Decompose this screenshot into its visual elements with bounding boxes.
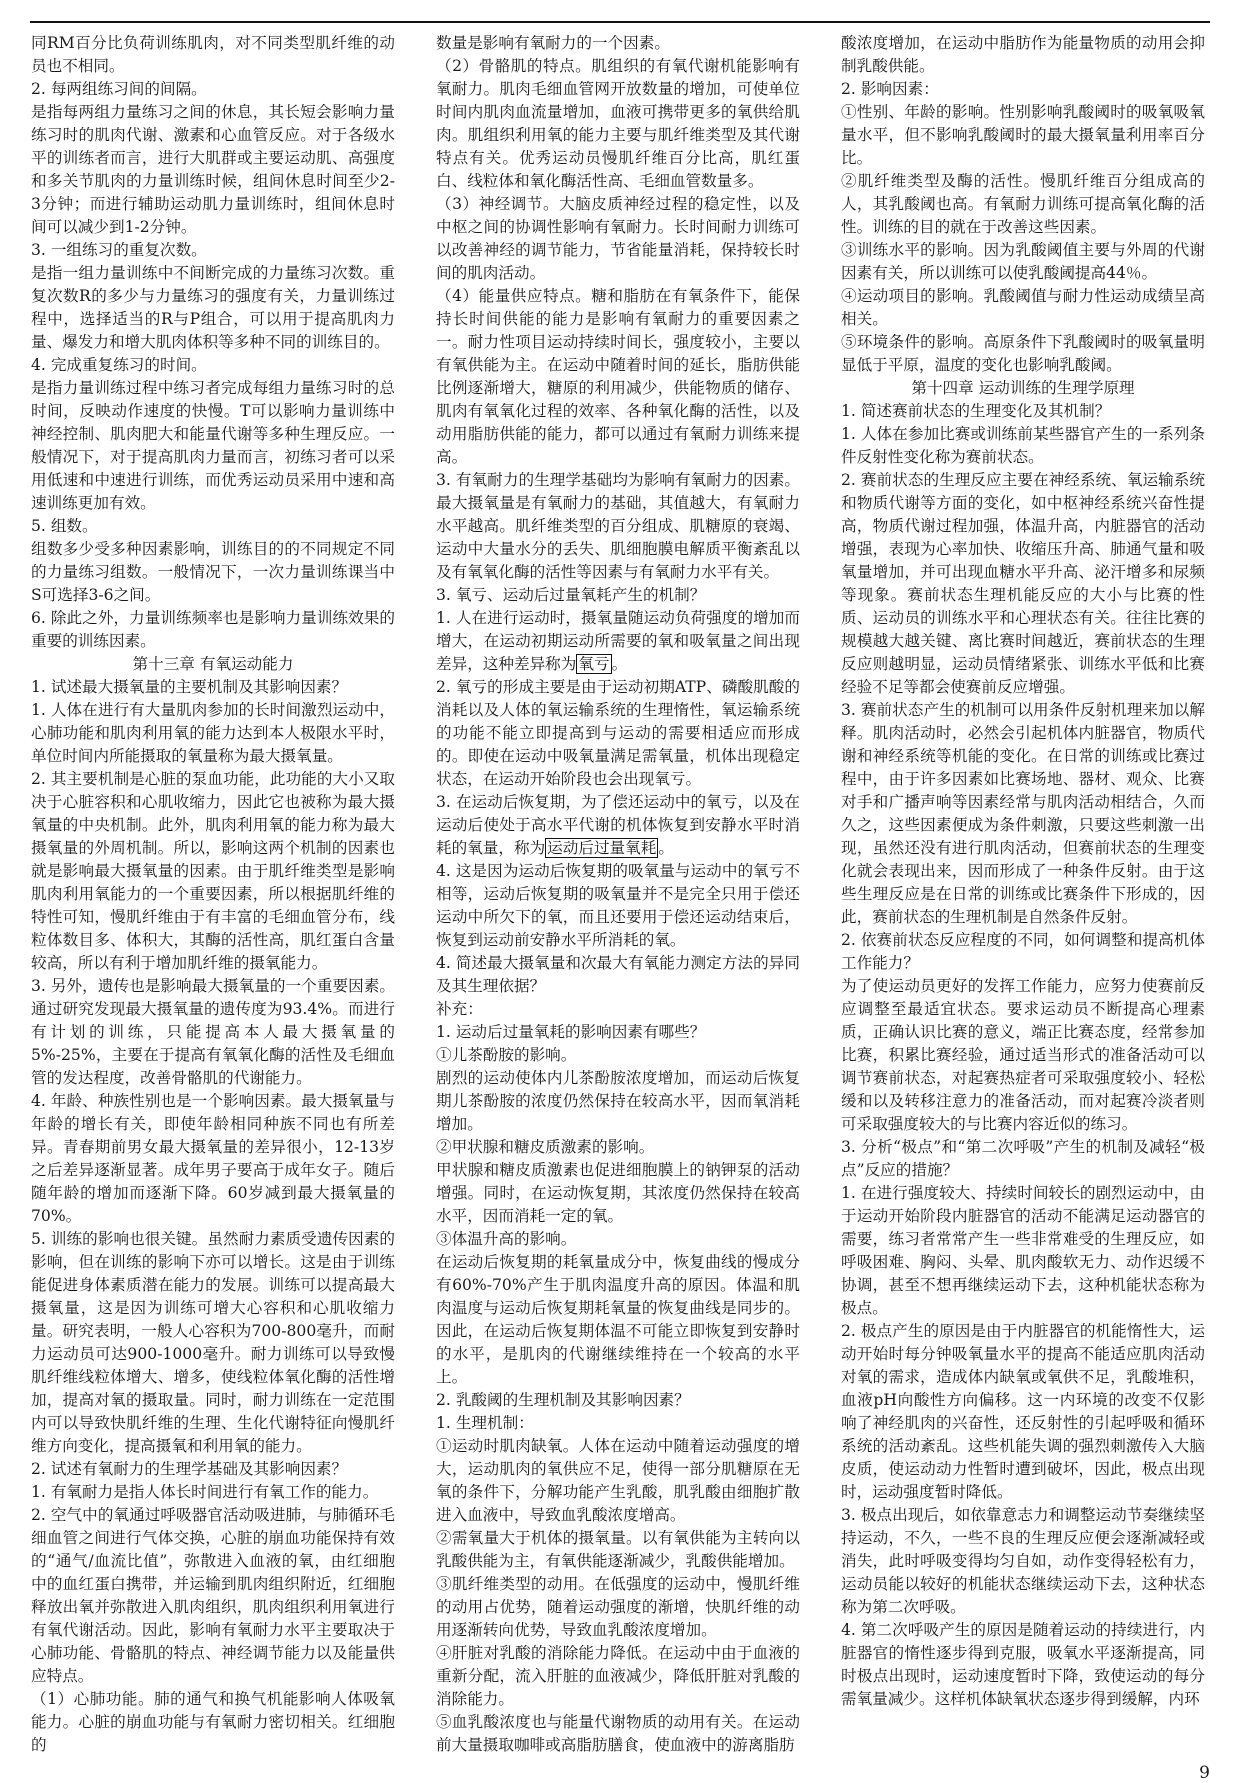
paragraph: ⑤血乳酸浓度也与能量代谢物质的动用有关。在运动前大量摄取咖啡或高脂肪膳食，使血液中的游离脂肪 xyxy=(436,1713,800,1754)
paragraph: ③肌纤维类型的动用。在低强度的运动中，慢肌纤维的动用占优势，随着运动强度的渐增，快肌纤维的动用逐渐转向优势，导致血乳酸浓度增加。 xyxy=(436,1575,800,1639)
paragraph: 是指一组力量训练中不间断完成的力量练习次数。重复次数R的多少与力量练习的强度有关，力量训练过程中，选择适当的R与P组合，可以用于提高肌肉力量、爆发力和增大肌肉体积等多种不同的训练目的。 xyxy=(31,264,395,351)
paragraph: ①运动时肌肉缺氧。人体在运动中随着运动强度的增大，运动肌肉的氧供应不足，使得一部分肌糖原在无氧的条件下，分解功能产生乳酸，肌乳酸由细胞扩散进入血液中，导致血乳酸浓度增高。 xyxy=(436,1437,800,1524)
paragraph: 4. 这是因为运动后恢复期的吸氧量与运动中的氧亏不相等，运动后恢复期的吸氧量并不是完全只用于偿还运动中所欠下的氧，而且还要用于偿还运动结束后，恢复到运动前安静水平所消耗的氧。 xyxy=(436,862,800,949)
paragraph: 4. 简述最大摄氧量和次最大有氧能力测定方法的异同及其生理依据？ xyxy=(436,954,800,995)
paragraph: （2）骨骼肌的特点。肌组织的有氧代谢机能影响有氧耐力。肌肉毛细血管网开放数量的增加，可使单位时间内肌肉血流量增加，血液可携带更多的氧供给肌肉。肌组织利用氧的能力主要与肌纤维类型及其代谢特点有关。优秀运动员慢肌纤维百分比高，肌红蛋白、线粒体和氧化酶活性高、毛细血管数量多。 xyxy=(436,57,800,190)
page-number: 9 xyxy=(1199,1763,1210,1783)
paragraph: 1. 在进行强度较大、持续时间较长的剧烈运动中，由于运动开始阶段内脏器官的活动不能满足运动器官的需要，练习者常常产生一些非常难受的生理反应，如呼吸困难、胸闷、头晕、肌肉酸软无力、动作迟缓不协调，甚至不想再继续运动下去，这种机能状态称为极点。 xyxy=(841,1184,1205,1317)
paragraph: ③训练水平的影响。因为乳酸阈值主要与外周的代谢因素有关，所以训练可以使乳酸阈提高44％。 xyxy=(841,241,1205,282)
paragraph: ①儿茶酚胺的影响。 xyxy=(436,1046,577,1064)
paragraph: 1. 生理机制： xyxy=(436,1414,534,1432)
paragraph: 3. 另外，遗传也是影响最大摄氧量的一个重要因素。通过研究发现最大摄氧量的遗传度为93.4%。而进行有计划的训练，只能提高本人最大摄氧量的5%-25%，主要在于提高有氧氧化酶的活性及毛细血管的发达程度，改善骨骼肌的代谢能力。 xyxy=(31,977,395,1087)
paragraph: 3. 分析“极点”和“第二次呼吸”产生的机制及减轻“极点”反应的措施？ xyxy=(841,1138,1205,1179)
paragraph: 1. 简述赛前状态的生理变化及其机制？ xyxy=(841,402,1111,420)
paragraph: ④肝脏对乳酸的消除能力降低。在运动中由于血液的重新分配，流入肝脏的血液减少，降低肝脏对乳酸的消除能力。 xyxy=(436,1644,800,1708)
paragraph-text: 。 xyxy=(611,655,628,673)
paragraph: 3. 极点出现后，如依靠意志力和调整运动节奏继续坚持运动，不久，一些不良的生理反应便会逐渐减轻或消失，此时呼吸变得均匀自如，动作变得轻松有力，运动员能以较好的机能状态继续运动下去，这种状态称为第二次呼吸。 xyxy=(841,1506,1205,1616)
paragraph: 1. 人体在进行有大量肌肉参加的长时间激烈运动中，心肺功能和肌肉利用氧的能力达到本人极限水平时，单位时间内所能摄取的氧量称为最大摄氧量。 xyxy=(31,701,395,765)
paragraph: 2. 极点产生的原因是由于内脏器官的机能惰性大，运动开始时每分钟吸氧量水平的提高不能适应肌肉活动对氧的需求，造成体内缺氧或氧供不足，乳酸堆积，血液pH向酸性方向偏移。这一内环境的改变不仅影响了神经肌肉的兴奋性，还反射性的引起呼吸和循环系统的活动紊乱。这些机能失调的强烈刺激传入大脑皮质，使运动动力性暂时遭到破坏，因此，极点出现时，运动强度暂时降低。 xyxy=(841,1322,1205,1501)
text-column-1 xyxy=(31,32,395,1757)
paragraph: ②甲状腺和糖皮质激素的影响。 xyxy=(436,1138,655,1156)
paragraph: 5. 组数。 xyxy=(31,517,98,535)
paragraph: 3. 有氧耐力的生理学基础均为影响有氧耐力的因素。最大摄氧量是有氧耐力的基础，其值越大，有氧耐力水平越高。肌纤维类型的百分组成、肌糖原的衰竭、运动中大量水分的丢失、肌细胞膜电解质平衡紊乱以及有氧氧化酶的活性等因素与有氧耐力水平有关。 xyxy=(436,471,800,581)
chapter-heading: 第十三章 有氧运动能力 xyxy=(132,655,294,673)
paragraph: 剧烈的运动使体内儿茶酚胺浓度增加，而运动后恢复期儿茶酚胺的浓度仍然保持在较高水平，因而氧消耗增加。 xyxy=(436,1069,800,1133)
paragraph: 5. 训练的影响也很关键。虽然耐力素质受遗传因素的影响，但在训练的影响下亦可以增长。这是由于训练能促进身体素质潜在能力的发展。训练可以提高最大摄氧量，这是因为训练可增大心容积和心肌收缩力量。研究表明，一般人心容积为700-800毫升，而耐力运动员可达900-1000毫升。耐力训练可以导致慢肌纤维线粒体增大、增多，使线粒体氧化酶的活性增加，提高对氧的摄取量。同时，耐力训练在一定范围内可以导致快肌纤维的生理、生化代谢特征向慢肌纤维方向变化，提高摄氧和利用氧的能力。 xyxy=(31,1230,395,1455)
paragraph xyxy=(436,607,800,676)
paragraph: （4）能量供应特点。糖和脂肪在有氧条件下，能保持长时间供能的能力是影响有氧耐力的重要因素之一。耐力性项目运动持续时间长，强度较小，主要以有氧供能为主。在运动中随着时间的延长，脂肪供能比例逐渐增大，糖原的利用减少，供能物质的储存、肌肉有氧氧化过程的效率、各种氧化酶的活性，以及动用脂肪供能的能力，都可以通过有氧耐力训练来提高。 xyxy=(436,287,800,466)
paragraph: 是指每两组力量练习之间的休息，其长短会影响力量练习时的肌肉代谢、激素和心血管反应。对于各级水平的训练者而言，进行大肌群或主要运动肌、高强度和多关节肌肉的力量训练时候，组间休息时间至少2-3分钟；而进行辅助运动肌力量训练时，组间休息时间可以减少到1-2分钟。 xyxy=(31,103,395,236)
paragraph: 2. 每两组练习间的间隔。 xyxy=(31,80,207,98)
paragraph: ③体温升高的影响。 xyxy=(436,1230,577,1248)
text-column-3 xyxy=(841,32,1205,1711)
paragraph: ④运动项目的影响。乳酸阈值与耐力性运动成绩呈高相关。 xyxy=(841,287,1205,328)
boxed-term: 氧亏 xyxy=(578,655,610,673)
paragraph: 6. 除此之外，力量训练频率也是影响力量训练效果的重要的训练因素。 xyxy=(31,609,395,650)
paragraph: 3. 氧亏、运动后过量氧耗产生的机制？ xyxy=(436,586,706,604)
paragraph: 2. 空气中的氧通过呼吸器官活动吸进肺，与肺循环毛细血管之间进行气体交换，心脏的崩血功能保持有效的“通气/血流比值”，弥散进入血液的氧，由红细胞中的血红蛋白携带，并运输到肌肉组织附近，红细胞释放出氧并弥散进入肌肉组织，肌肉组织利用氧进行有氧代谢活动。因此，影响有氧耐力水平主要取决于心肺功能、骨骼肌的特点、神经调节能力以及能量供应特点。 xyxy=(31,1506,395,1685)
paragraph: 甲状腺和糖皮质激素也促进细胞膜上的钠钾泵的活动增强。同时，在运动恢复期，其浓度仍然保持在较高水平，因而消耗一定的氧。 xyxy=(436,1161,800,1225)
paragraph: 补充： xyxy=(436,1000,483,1018)
paragraph: 2. 影响因素： xyxy=(841,80,939,98)
chapter-heading: 第十四章 运动训练的生理学原理 xyxy=(911,379,1135,397)
paragraph: 组数多少受多种因素影响，训练目的的不同规定不同的力量练习组数。一般情况下，一次力量训练课当中S可选择3-6之间。 xyxy=(31,540,395,604)
paragraph: 在运动后恢复期的耗氧量成分中，恢复曲线的慢成分有60%-70%产生于肌肉温度升高的原因。体温和肌肉温度与运动后恢复期耗氧量的恢复曲线是同步的。因此，在运动后恢复期体温不可能立即恢复到安静时的水平，是肌肉的代谢继续维持在一个较高的水平上。 xyxy=(436,1253,800,1386)
paragraph: 4. 完成重复练习的时间。 xyxy=(31,356,207,374)
paragraph: 酸浓度增加，在运动中脂肪作为能量物质的动用会抑制乳酸供能。 xyxy=(841,34,1205,75)
paragraph: 1. 试述最大摄氧量的主要机制及其影响因素？ xyxy=(31,678,348,696)
boxed-term: 运动后过量氧耗 xyxy=(547,839,657,857)
paragraph: 是指力量训练过程中练习者完成每组力量练习时的总时间，反映动作速度的快慢。T可以影响力量训练中神经控制、肌肉肥大和能量代谢等多种生理反应。一般情况下，对于提高肌肉力量而言，初练习者可以采用低速和中速进行训练，而优秀运动员采用中速和高速训练更加有效。 xyxy=(31,379,395,512)
paragraph: 数量是影响有氧耐力的一个因素。 xyxy=(436,34,670,52)
paragraph: 1. 有氧耐力是指人体长时间进行有氧工作的能力。 xyxy=(31,1483,379,1501)
paragraph: 2. 其主要机制是心脏的泵血功能，此功能的大小又取决于心脏容积和心肌收缩力，因此它也被称为最大摄氧量的中央机制。此外，肌肉利用氧的能力称为最大摄氧量的外周机制。所以，影响这两个机制的因素也就是影响最大摄氧量的因素。由于肌纤维类型是影响肌肉利用氧能力的一个重要因素，所以根据肌纤维的特性可知，慢肌纤维由于有丰富的毛细血管分布，线粒体数目多、体积大，其酶的活性高，肌红蛋白含量较高，所以有利于增加肌纤维的摄氧能力。 xyxy=(31,770,395,972)
paragraph: ②需氧量大于机体的摄氧量。以有氧供能为主转向以乳酸供能为主，有氧供能逐渐减少，乳酸供能增加。 xyxy=(436,1529,800,1570)
paragraph: 同RM百分比负荷训练肌肉，对不同类型肌纤维的动员也不相同。 xyxy=(31,34,395,75)
text-column-2 xyxy=(436,32,800,1757)
header-rule xyxy=(30,21,1210,23)
paragraph-text: 1. 人在进行运动时，摄氧量随运动负荷强度的增加而增大，在运动初期运动所需要的氧和吸氧量之间出现差异，这种差异称为 xyxy=(436,609,800,673)
paragraph: ⑤环境条件的影响。高原条件下乳酸阈时的吸氧量明显低于平原，温度的变化也影响乳酸阈。 xyxy=(841,333,1205,374)
paragraph: 3. 赛前状态产生的机制可以用条件反射机理来加以解释。肌肉活动时，必然会引起机体内脏器官，物质代谢和神经系统等机能的变化。在日常的训练或比赛过程中，由于许多因素如比赛场地、器材、观众、比赛对手和广播声响等因素经常与肌肉活动相结合，久而久之，这些因素便成为条件刺激，只要这些刺激一出现，虽然还没有进行肌肉活动，但赛前状态的生理变化就会表现出来，因而形成了一种条件反射。由于这些生理反应是在日常的训练或比赛条件下形成的，因此，赛前状态的生理机制是自然条件反射。 xyxy=(841,701,1205,926)
paragraph: 4. 年龄、种族性别也是一个影响因素。最大摄氧量与年龄的增长有关，即使年龄相同种族不同也有所差异。青春期前男女最大摄氧量的差异很小，12-13岁之后差异逐渐显著。成年男子要高于成年女子。随后随年龄的增加而逐渐下降。60岁减到最大摄氧量的70%。 xyxy=(31,1092,395,1225)
paragraph: ②肌纤维类型及酶的活性。慢肌纤维百分组成高的人，其乳酸阈也高。有氧耐力训练可提高氧化酶的活性。训练的目的就在于改善这些因素。 xyxy=(841,172,1205,236)
paragraph: 2. 乳酸阈的生理机制及其影响因素？ xyxy=(436,1391,690,1409)
paragraph: 3. 一组练习的重复次数。 xyxy=(31,241,207,259)
paragraph: 为了使运动员更好的发挥工作能力，应努力使赛前反应调整至最适宜状态。要求运动员不断提高心理素质，正确认识比赛的意义，端正比赛态度，经常参加比赛，积累比赛经验，通过适当形式的准备活动可以调节赛前状态，对起赛热症者可采取强度较小、轻松缓和以及转移注意力的准备活动，而对起赛冷淡者则可采取强度较大的与比赛内容近似的练习。 xyxy=(841,977,1205,1133)
paragraph: （1）心肺功能。肺的通气和换气机能影响人体吸氧能力。心脏的崩血功能与有氧耐力密切相关。红细胞的 xyxy=(31,1690,395,1754)
paragraph-text: 。 xyxy=(658,839,674,857)
paragraph: 2. 试述有氧耐力的生理学基础及其影响因素？ xyxy=(31,1460,348,1478)
paragraph: 2. 依赛前状态反应程度的不同，如何调整和提高机体工作能力？ xyxy=(841,931,1205,972)
paragraph xyxy=(436,791,800,860)
paragraph: 2. 氧亏的形成主要是由于运动初期ATP、磷酸肌酸的消耗以及人体的氧运输系统的生理惰性，氧运输系统的功能不能立即提高到与运动的需要相适应而形成的。即使在运动中吸氧量满足需氧量，机体出现稳定状态，在运动开始阶段也会出现氧亏。 xyxy=(436,678,800,788)
paragraph: 1. 人体在参加比赛或训练前某些器官产生的一系列条件反射性变化称为赛前状态。 xyxy=(841,425,1205,466)
paragraph: 4. 第二次呼吸产生的原因是随着运动的持续进行，内脏器官的惰性逐步得到克服，吸氧水平逐渐提高，同时极点出现时，运动速度暂时下降，致使运动的每分需氧量减少。这样机体缺氧状态逐步得到缓解，内环 xyxy=(841,1621,1205,1708)
paragraph: （3）神经调节。大脑皮质神经过程的稳定性，以及中枢之间的协调性影响有氧耐力。长时间耐力训练可以改善神经的调节能力，节省能量消耗，保持较长时间的肌肉活动。 xyxy=(436,195,800,282)
paragraph-text: 3. 在运动后恢复期，为了偿还运动中的氧亏，以及在运动后使处于高水平代谢的机体恢复到安静水平时消耗的氧量，称为 xyxy=(436,793,800,857)
paragraph: 1. 运动后过量氧耗的影响因素有哪些？ xyxy=(436,1023,706,1041)
paragraph: 2. 赛前状态的生理反应主要在神经系统、氧运输系统和物质代谢等方面的变化，如中枢神经系统兴奋性提高，物质代谢过程加强，体温升高，内脏器官的活动增强，表现为心率加快、收缩压升高、肺通气量和吸氧量增加，并可出现血糖水平升高、泌汗增多和尿频等现象。赛前状态生理机能反应的大小与比赛的性质、运动员的训练水平和心理状态有关。往往比赛的规模越大越关键、离比赛时间越近，赛前状态的生理反应则越明显，运动员情绪紧张、训练水平低和比赛经验不足等都会使赛前反应增强。 xyxy=(841,471,1205,696)
paragraph: ①性别、年龄的影响。性别影响乳酸阈时的吸氧吸氧量水平，但不影响乳酸阈时的最大摄氧量利用率百分比。 xyxy=(841,103,1205,167)
